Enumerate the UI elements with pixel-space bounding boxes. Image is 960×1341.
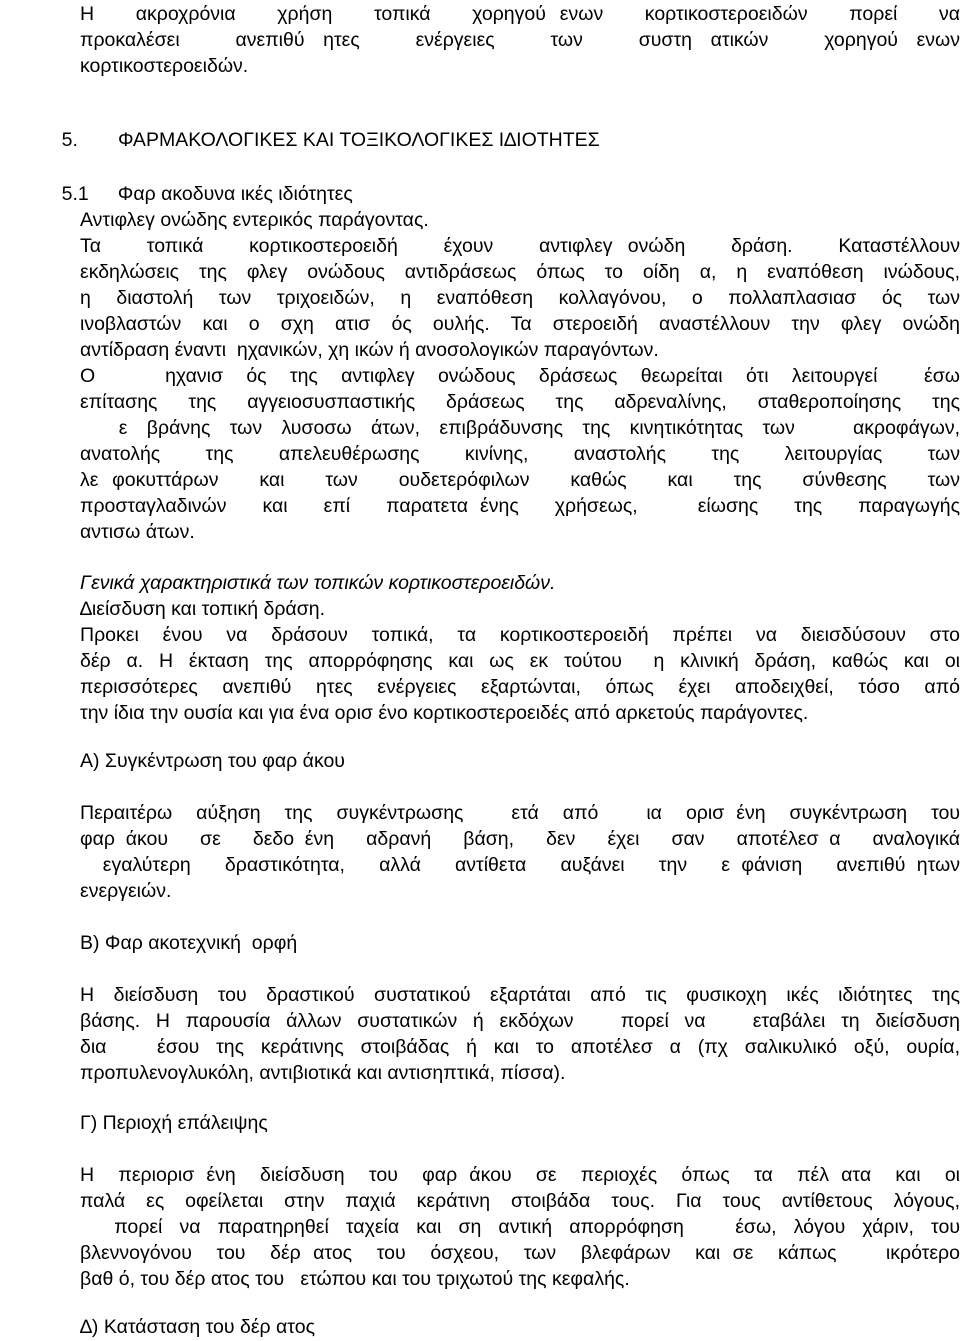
section-c-line-4: βλεννογόνου του δέρ ατος του όσχεου, των βλεφάρων και σε κάπως ικρότερο [80, 1242, 960, 1264]
section-c-line-5: βαθ ό, του δέρ ατος του ετώπου και του τριχωτού της κεφαλής. [80, 1268, 630, 1290]
anti-line-7: Ο ηχανισ ός της αντιφλεγ ονώδους δράσεως θεωρείται ότι λειτουργεί έσω [80, 365, 960, 387]
diffusion-line-2: δέρ α. Η έκταση της απορρόφησης και ως εκ τούτου η κλινική δράση, καθώς και οι [80, 650, 960, 672]
anti-line-4: η διαστολή των τριχοειδών, η εναπόθεση κολλαγόνου, ο πολλαπλασιασ ός των [80, 287, 960, 309]
diffusion-title: ∆ιείσδυση και τοπική δράση. [80, 598, 325, 620]
section-b-title: Β) Φαρ ακοτεχνική ορφή [80, 932, 298, 954]
anti-line-11: λε φοκυττάρων και των ουδετερόφιλων καθώς και της σύνθεσης των [80, 469, 960, 491]
section-b-line-2: βάσης. Η παρουσία άλλων συστατικών ή εκδόχων πορεί να εταβάλει τη διείσδυση [80, 1010, 960, 1032]
section-a-line-1: Περαιτέρω αύξηση της συγκέντρωσης ετά από ια ορισ ένη συγκέντρωση του [80, 802, 960, 824]
section-b-line-4: προπυλενογλυκόλη, αντιβιοτικά και αντισηπτικά, πίσσα). [80, 1062, 566, 1084]
anti-line-5: ινοβλαστών και ο σχη ατισ ός ουλής. Τα στεροειδή αναστέλλουν την φλεγ ονώδη [80, 313, 960, 335]
anti-line-6: αντίδραση έναντι ηχανικών, χη ικών ή ανοσολογικών παραγόντων. [80, 339, 659, 361]
anti-line-12: προσταγλαδινών και επί παρατετα ένης χρήσεως, είωσης της παραγωγής [80, 495, 960, 517]
section-b-line-3: δια έσου της κεράτινης στοιβάδας ή και το αποτέλεσ α (πχ σαλικυλικό οξύ, ουρία, [80, 1036, 960, 1058]
anti-line-10: ανατολής της απελευθέρωσης κινίνης, αναστολής της λειτουργίας των [80, 443, 960, 465]
diffusion-line-3: περισσότερες ανεπιθύ ητες ενέργειες εξαρτώνται, όπως έχει αποδειχθεί, τόσο από [80, 676, 960, 698]
section-c-line-3: πορεί να παρατηρηθεί ταχεία και ση αντική απορρόφηση έσω, λόγου χάριν, του [80, 1216, 960, 1238]
diffusion-line-1: Προκει ένου να δράσουν τοπικά, τα κορτικοστεροειδή πρέπει να διεισδύσουν στο [80, 624, 960, 646]
section-d-title: ∆) Κατάσταση του δέρ ατος [80, 1316, 315, 1338]
section-5-number: 5. [61, 129, 78, 151]
section-a-line-3: εγαλύτερη δραστικότητα, αλλά αντίθετα αυξάνει την ε φάνιση ανεπιθύ ητων [80, 854, 960, 876]
anti-line-2: Τα τοπικά κορτικοστεροειδή έχουν αντιφλεγ ονώδη δράση. Καταστέλλουν [80, 235, 960, 257]
intro-line-2: προκαλέσει ανεπιθύ ητες ενέργειες των συστη ατικών χορηγού ενων [80, 29, 960, 51]
section-a-line-4: ενεργειών. [80, 880, 172, 902]
anti-line-3: εκδηλώσεις της φλεγ ονώδους αντιδράσεως όπως το οίδη α, η εναπόθεση ινώδους, [80, 261, 960, 283]
anti-line-1: Αντιφλεγ ονώδης εντερικός παράγοντας. [80, 209, 429, 231]
intro-line-1: Η ακροχρόνια χρήση τοπικά χορηγού ενων κορτικοστεροειδών πορεί να [80, 3, 960, 25]
diffusion-line-4: την ίδια την ουσία και για ένα ορισ ένο κορτικοστεροειδές από αρκετούς παράγοντες. [80, 702, 809, 724]
general-characteristics-title: Γενικά χαρακτηριστικά των τοπικών κορτικοστεροειδών. [80, 572, 556, 594]
section-c-title: Γ) Περιοχή επάλειψης [80, 1112, 268, 1134]
section-5-1-title: Φαρ ακοδυνα ικές ιδιότητες [117, 183, 353, 205]
intro-line-3: κορτικοστεροειδών. [80, 55, 249, 77]
section-b-line-1: Η διείσδυση του δραστικού συστατικού εξαρτάται από τις φυσικοχη ικές ιδιότητες της [80, 984, 960, 1006]
section-c-line-2: παλά ες οφείλεται στην παχιά κεράτινη στοιβάδα τους. Για τους αντίθετους λόγους, [80, 1190, 960, 1212]
section-c-line-1: Η περιορισ ένη διείσδυση του φαρ άκου σε περιοχές όπως τα πέλ ατα και οι [80, 1164, 960, 1186]
anti-line-9: ε βράνης των λυσοσω άτων, επιβράδυνσης της κινητικότητας των ακροφάγων, [80, 417, 960, 439]
section-5-title: ΦΑΡΜΑΚΟΛΟΓΙΚΕΣ ΚΑΙ ΤΟΞΙΚΟΛΟΓΙΚΕΣ Ι∆ΙΟΤΗΤΕΣ [117, 129, 600, 151]
section-5-1-number: 5.1 [61, 183, 89, 205]
anti-line-13: αντισω άτων. [80, 521, 195, 543]
section-a-title: Α) Συγκέντρωση του φαρ άκου [80, 750, 345, 772]
section-a-line-2: φαρ άκου σε δεδο ένη αδρανή βάση, δεν έχει σαν αποτέλεσ α αναλογικά [80, 828, 960, 850]
anti-line-8: επίτασης της αγγειοσυσπαστικής δράσεως της αδρεναλίνης, σταθεροποίησης της [80, 391, 960, 413]
